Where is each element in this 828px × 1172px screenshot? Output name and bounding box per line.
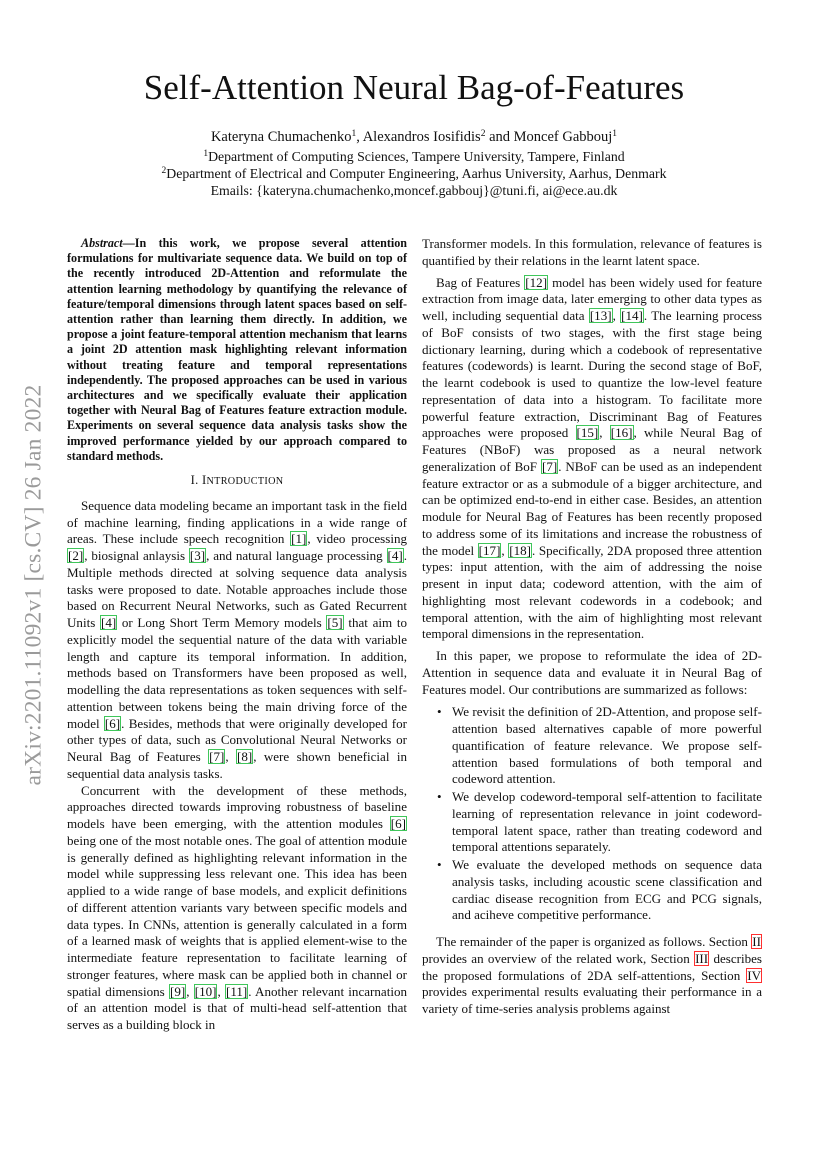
text-run: , and natural language processing	[206, 548, 387, 564]
citation-link[interactable]: [7]	[209, 749, 225, 765]
citation-link[interactable]: [1]	[291, 531, 307, 547]
bullet-icon: •	[437, 857, 442, 872]
citation-link[interactable]: [13]	[589, 308, 612, 323]
text-run: . NBoF can be used as an independent feature extractor or as a submodule of a bigger architecture, and can be optimized end-to-end in either case. Besides, an attention module for Neural Bag of Features has been recently proposed to address some of its limitations and increase the robustness of the model	[422, 458, 762, 558]
text-run: . The learning process of BoF consists of two stages, with the first stage being dictionary learning, during which a codebook of representative features (codewords) is learnt. During the second stage of BoF, the learnt codebook is used to quantize the low-level feature representation of data into a histogram. To facilitate more powerful feature extraction, Discriminant Bag of Features approaches were proposed	[422, 308, 762, 441]
citation-link[interactable]: [10]	[194, 983, 217, 999]
text-run: Bag of Features	[436, 274, 525, 290]
text-run: , biosignal anlaysis	[84, 548, 189, 564]
citation-link[interactable]: [8]	[236, 749, 253, 765]
text-run: ,	[612, 308, 621, 323]
text-run: ,	[217, 983, 225, 999]
text-run: , video processing	[307, 531, 407, 547]
body-paragraph	[422, 648, 762, 698]
text-run: ,	[599, 425, 610, 441]
left-column	[67, 236, 407, 1034]
contribution-item	[437, 789, 762, 856]
citation-link[interactable]: [2]	[68, 548, 84, 564]
paper-organization-paragraph	[422, 934, 762, 1018]
affiliation-marker: 1	[351, 129, 357, 139]
text-run: In this paper, we propose to reformulate the idea of 2D-Attention in sequence data and evaluate it in Neural Bag of Features model. Our contributions are summarized as follows:	[422, 648, 762, 697]
citation-link[interactable]: [14]	[621, 308, 643, 323]
author-name: Moncef Gabbouj	[513, 129, 613, 145]
paper-title: Self-Attention Neural Bag-of-Features	[143, 68, 685, 107]
text-run: ,	[186, 983, 194, 999]
text-run: . Multiple methods directed at solving sequence data analysis tasks were proposed to date. Notable approaches include those based on Recurrent Neural Networks, such as Gated Recurrent Units	[67, 548, 407, 631]
body-paragraph	[67, 498, 407, 783]
section-ref-link[interactable]: II	[752, 934, 761, 949]
citation-link[interactable]: [7]	[541, 458, 558, 474]
text-run: Transformer models. In this formulation, relevance of features is quantified by their relations in the learnt latent space.	[422, 236, 762, 268]
text-run: describes the proposed formulations of 2DA self-attentions, Section	[422, 950, 762, 983]
text-run: or Long Short Term Memory models	[117, 615, 327, 631]
citation-link[interactable]: [12]	[525, 274, 548, 290]
text-run: that aim to explicitly model the sequential nature of the data with variable length and capture its temporal information. In addition, methods based on Transformers have been proposed as well, modelling the data representations as token sequences with self-attention between tokens being the main driving force of the model	[67, 615, 407, 731]
contributions-list	[422, 704, 762, 924]
text-run: Concurrent with the development of these methods, approaches directed towards improving robustness of baseline models have been emerging, with the attention modules	[67, 782, 407, 832]
text-run: The remainder of the paper is organized as follows. Section	[436, 934, 752, 949]
bullet-icon: •	[437, 789, 442, 804]
abstract-text: In this work, we propose several attention formulations for multivariate sequence data. We build on top of the recently introduced 2D-Attention and reformulate the attention learning methodology by quantifying the relevance of feature/temporal dimensions through latent spaces based on self-attention rather than learning them directly. In addition, we propose a joint feature-temporal attention mechanism that learns a joint 2D attention mask highlighting relevant information without treating feature and temporal representations independently. The proposed approaches can be used in various architectures and we specifically evaluate their application together with Neural Bag of Features feature extraction module. Experiments on several sequence data analysis tasks show the improved performance yielded by our approach compared to standard methods.	[67, 236, 407, 463]
text-run: ,	[501, 542, 509, 558]
section-ref-link[interactable]: III	[695, 950, 709, 966]
citation-link[interactable]: [11]	[226, 983, 248, 999]
body-paragraph	[422, 236, 762, 270]
citation-link[interactable]: [6]	[390, 816, 406, 832]
body-paragraph	[67, 783, 407, 1034]
author-name: Alexandros Iosifidis	[362, 129, 481, 145]
introduction-body-right	[422, 236, 762, 698]
author-emails: Emails: {kateryna.chumachenko,moncef.gabbouj}@tuni.fi, ai@ece.au.dk	[210, 183, 618, 198]
arxiv-stamp	[20, 340, 48, 830]
author-separator: ,	[356, 129, 363, 145]
affiliation-marker: 2	[480, 129, 486, 139]
citation-link[interactable]: [18]	[509, 542, 531, 558]
citation-link[interactable]: [5]	[327, 615, 343, 631]
text-run: provides experimental results evaluating their performance in a variety of time-series analysis problems against	[422, 984, 762, 1016]
body-paragraph	[422, 275, 762, 644]
affiliation-marker: 1	[612, 129, 618, 139]
citation-link[interactable]: [17]	[478, 542, 501, 558]
citation-link[interactable]: [16]	[610, 425, 633, 441]
affiliation-1	[0, 148, 828, 165]
author-separator: and	[485, 129, 514, 145]
text-run: provides an overview of the related work, Section	[422, 950, 695, 966]
citation-link[interactable]: [4]	[100, 615, 117, 631]
affiliation-marker: 1	[203, 149, 209, 159]
text-run: . Besides, methods that were originally developed for other types of data, such as Convolutional Neural Networks or Neural Bag of Features	[67, 715, 408, 765]
text-run: ,	[225, 749, 236, 765]
citation-link[interactable]: [6]	[104, 715, 121, 731]
right-column	[422, 236, 762, 1018]
contribution-text: We revisit the definition of 2D-Attention, and propose self-attention based alternatives capable of more powerful quantification of feature relevance. We propose self-attention based formulations of both temporal and codeword attention.	[452, 704, 762, 787]
affiliation-text: Department of Computing Sciences, Tampere University, Tampere, Finland	[208, 149, 625, 164]
introduction-body-left	[67, 498, 407, 1034]
abstract-label: Abstract	[81, 236, 123, 250]
abstract	[67, 236, 407, 464]
text-run: model has been widely used for feature extraction from image data, later emerging to other data types as well, including sequential data	[422, 274, 763, 323]
citation-link[interactable]: [4]	[387, 548, 403, 564]
section-ref-link[interactable]: IV	[747, 967, 761, 983]
author-name: Kateryna Chumachenko	[210, 129, 352, 145]
contribution-text: We develop codeword-temporal self-attention to facilitate learning of representation relevance in joint codeword-temporal latent space, rather than treating codeword and temporal attentions separately.	[452, 789, 762, 855]
contribution-item	[437, 704, 762, 788]
section-title-initial: I	[202, 473, 207, 488]
author-list	[0, 128, 828, 146]
text-run: , while Neural Bag of Features (NBoF) was proposed as a neural network generalization of BoF	[422, 425, 762, 474]
text-run: , were shown beneficial in sequential data analysis tasks.	[67, 749, 407, 781]
arxiv-identifier: arXiv:2201.11092v1 [cs.CV] 26 Jan 2022	[20, 384, 47, 786]
text-run: being one of the most notable ones. The goal of attention module is generally defined as highlighting relevant information in the model while suppressing less relevant one. This idea has been applied to a wide range of base models, and explicit definitions of different attention variants vary between specific models and data types. In CNNs, attention is generally calculated in a form of a learned mask of weights that is applied element-wise to the intermediate feature representation to facilitate learning of stronger features, where mask can be applied both in channel or spatial dimensions	[67, 832, 407, 999]
text-run: Sequence data modeling became an important task in the field of machine learning, finding applications in a wide range of areas. These include speech recognition	[67, 497, 407, 547]
citation-link[interactable]: [15]	[576, 425, 599, 441]
section-heading-introduction	[67, 472, 407, 491]
bullet-icon: •	[437, 704, 442, 720]
text-run: . Another relevant incarnation of an attention model is that of multi-head self-attention that serves as a building block in	[67, 983, 407, 1033]
affiliation-text: Department of Electrical and Computer Engineering, Aarhus University, Aarhus, Denmark	[166, 166, 667, 181]
affiliation-marker: 2	[161, 166, 167, 176]
affiliation-2	[0, 165, 828, 182]
citation-link[interactable]: [3]	[189, 548, 206, 564]
abstract-dash: —	[122, 236, 135, 250]
section-number: I.	[190, 473, 199, 488]
section-title-rest: NTRODUCTION	[206, 476, 284, 488]
citation-link[interactable]: [9]	[170, 983, 186, 999]
contribution-text: We evaluate the developed methods on sequence data analysis tasks, including acoustic scene classification and cardiac disease recognition from ECG and PCG signals, and aciheve competitive performance.	[452, 857, 762, 923]
text-run: . Specifically, 2DA proposed three attention types: input attention, with the aim of addressing the noise present in input data; codeword attention, with the aim of highlighting most relevant codewords in a codebook; and temporal attention, with the aim of highlighting most relevant temporal dimensions in the representation.	[422, 542, 762, 642]
contribution-item	[437, 857, 762, 924]
